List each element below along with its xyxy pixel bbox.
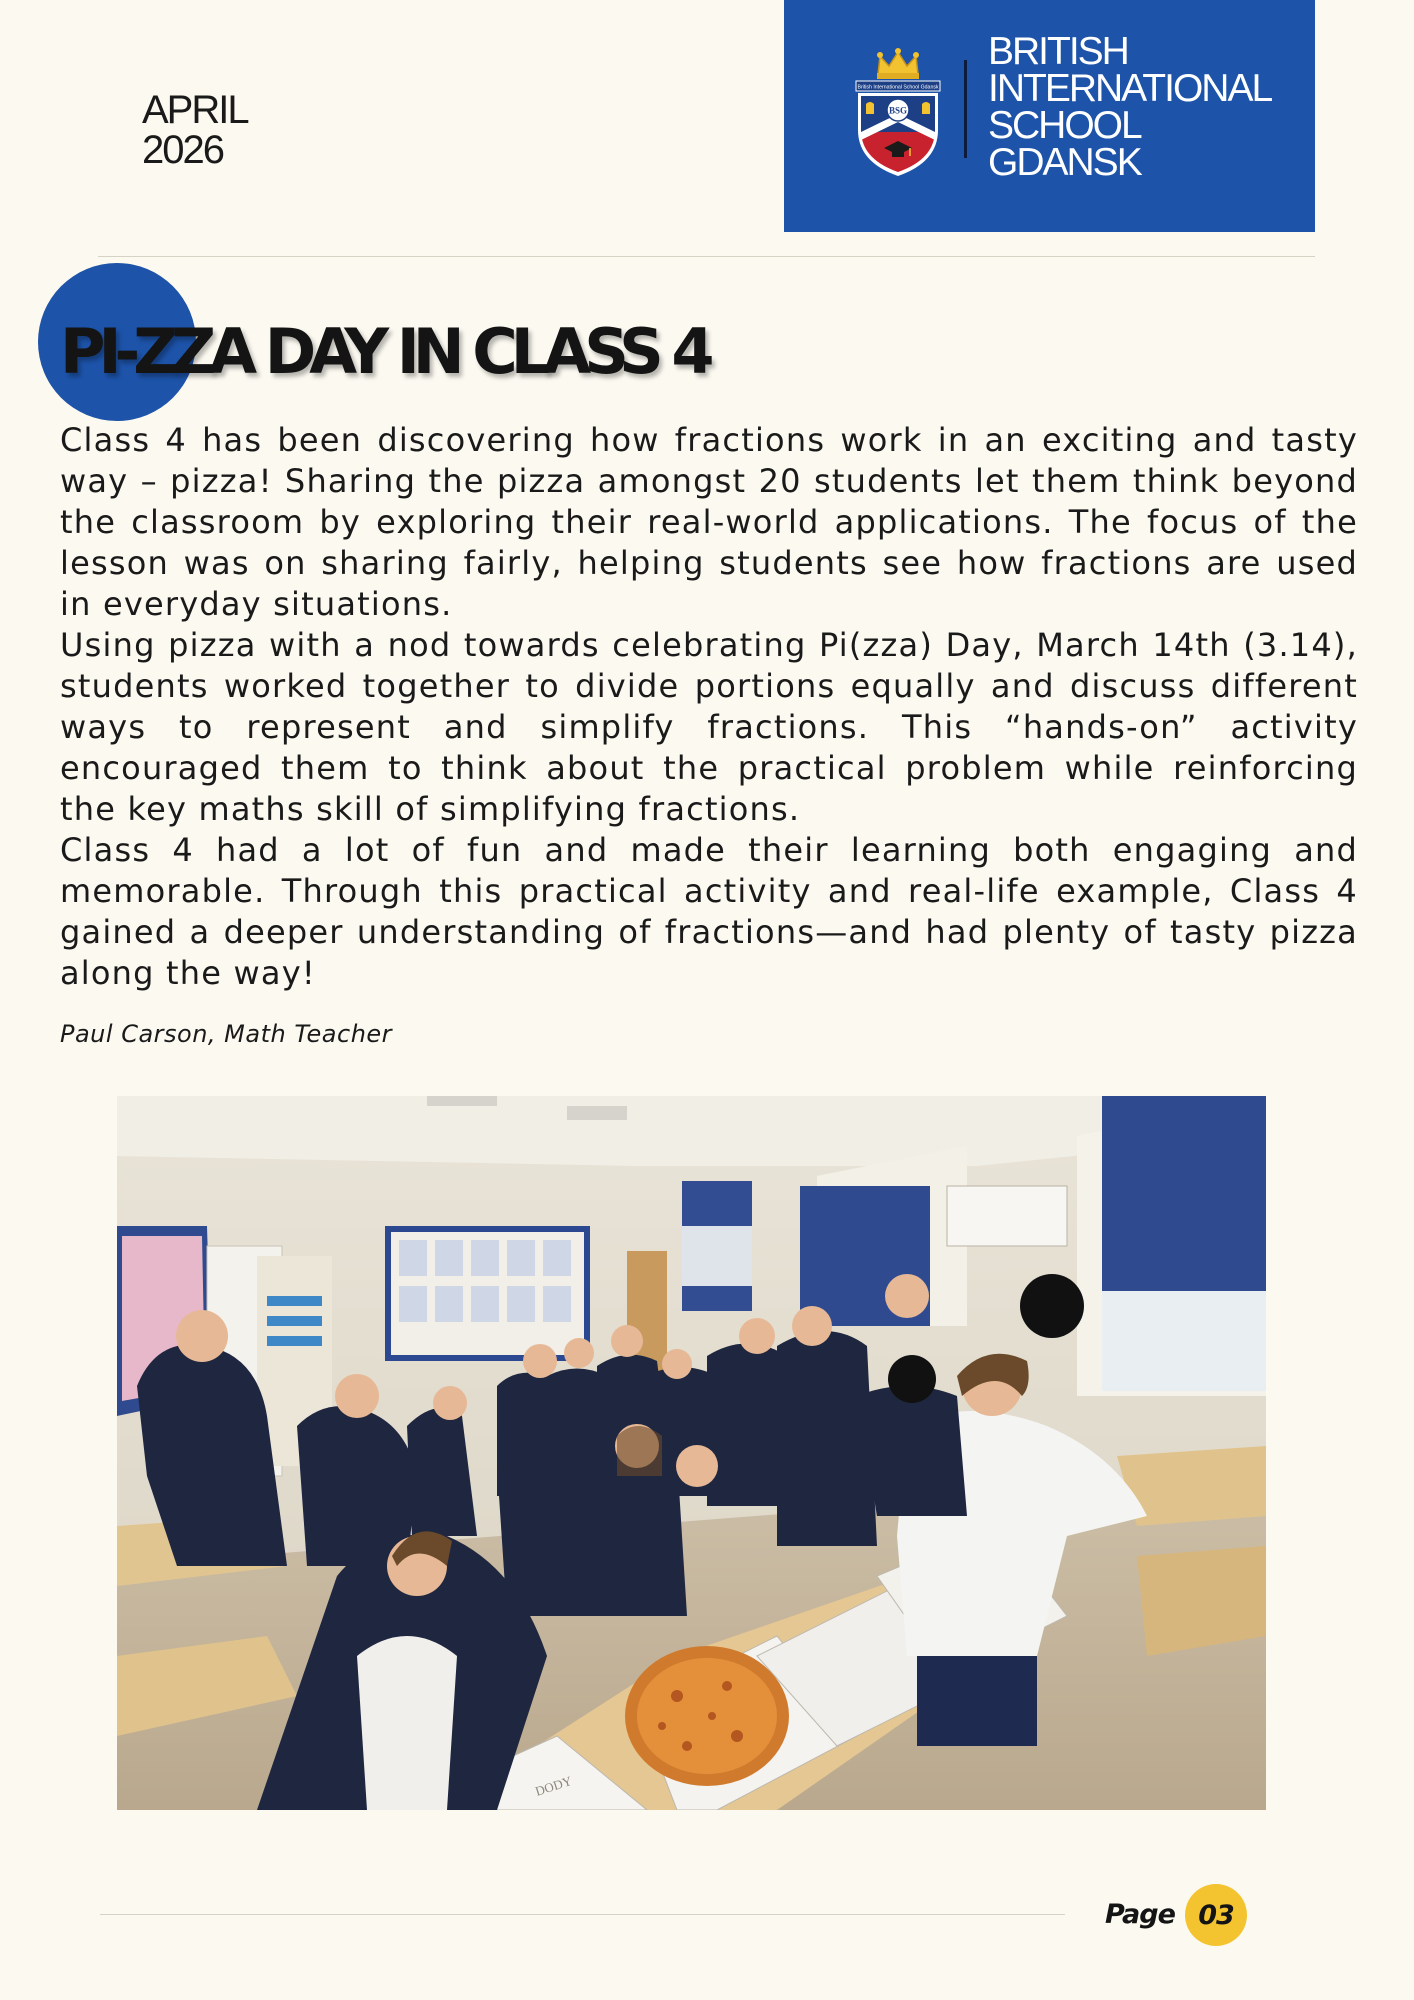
page-label: Page: [1105, 1899, 1175, 1930]
class-photo: [117, 1096, 1266, 1810]
issue-date: [142, 90, 248, 170]
page-number: 03: [1198, 1899, 1234, 1931]
school-name: [988, 30, 1272, 184]
issue-month: APRIL: [142, 88, 248, 132]
article-paragraph: Class 4 has been discovering how fractions work in an exciting and tasty way – pizza! Sharing the pizza amongst 20 students let them think beyond the classroom by exploring their real-world applications. The focus of the lesson was on sharing fairly, helping students see how fractions are used in everyday situations.: [60, 421, 1358, 623]
article-title: PI-ZZA DAY IN CLASS 4: [60, 315, 708, 388]
page-number-badge: [1185, 1884, 1247, 1946]
school-brand-panel: [784, 0, 1315, 232]
school-name-line: SCHOOL: [988, 104, 1141, 147]
class-photo-illustration: [117, 1096, 1266, 1810]
footer-divider: [100, 1914, 1065, 1915]
school-crest-icon: [850, 44, 946, 179]
issue-year: 2026: [142, 128, 223, 172]
school-name-line: GDANSK: [988, 141, 1141, 184]
pizza-box-print: DODY: [533, 1772, 574, 1799]
school-name-line: INTERNATIONAL: [988, 67, 1272, 110]
article-paragraph: Class 4 had a lot of fun and made their learning both engaging and memorable. Through this practical activity and real-life example, Class 4 gained a deeper understanding of fractions—and had plenty of tasty pizza along the way!: [60, 831, 1358, 992]
article-body: [60, 420, 1358, 994]
brand-divider: [964, 60, 967, 158]
article-byline: Paul Carson, Math Teacher: [60, 1020, 393, 1048]
article-paragraph: Using pizza with a nod towards celebrating Pi(zza) Day, March 14th (3.14), students worked together to divide portions equally and discuss different ways to represent and simplify fractions. This “hands-on” activity encouraged them to think about the practical problem while reinforcing the key maths skill of simplifying fractions.: [60, 626, 1358, 828]
school-name-line: BRITISH: [988, 30, 1128, 73]
header-divider: [98, 256, 1315, 257]
crest-banner-text: British International School Gdansk: [857, 84, 939, 91]
crest-monogram: BSG: [888, 105, 908, 116]
